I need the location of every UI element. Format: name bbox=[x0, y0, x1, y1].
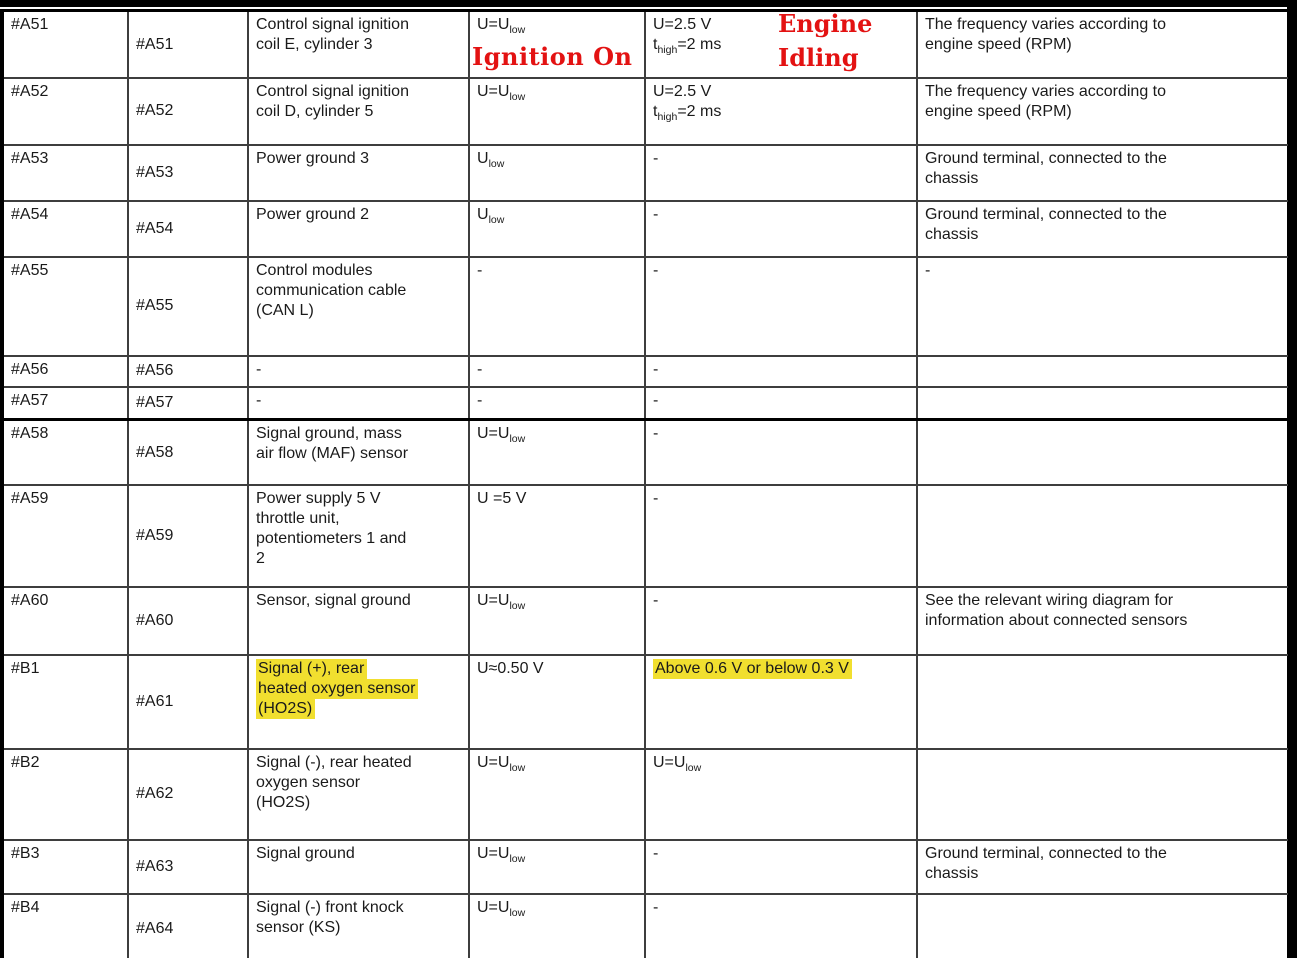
pin-b-cell: #A60 bbox=[2, 587, 128, 655]
pin-a-cell: #A64 bbox=[128, 894, 248, 958]
note-cell bbox=[917, 749, 1289, 840]
table-row-a52 bbox=[2, 78, 1289, 145]
description-cell: Power supply 5 V throttle unit, potentiometers 1 and 2 bbox=[248, 485, 469, 587]
ignition-on-cell: - bbox=[469, 257, 645, 356]
note-cell bbox=[917, 894, 1289, 958]
description-cell: Power ground 3 bbox=[248, 145, 469, 201]
engine-idling-cell: - bbox=[645, 840, 917, 894]
description-cell: Power ground 2 bbox=[248, 201, 469, 257]
pin-b-cell: #A54 bbox=[2, 201, 128, 257]
ignition-on-cell: $U_{low}$ bbox=[469, 201, 645, 257]
description-cell: Signal ground bbox=[248, 840, 469, 894]
table-row-a57 bbox=[2, 387, 1289, 420]
ignition-on-cell: $U=U_{low}$ bbox=[469, 894, 645, 958]
engine-idling-cell: $U=U_{low}$ bbox=[645, 749, 917, 840]
ignition-on-cell: U =5 V bbox=[469, 485, 645, 587]
annotation-engine-idling-line1: Engine bbox=[778, 9, 873, 38]
pin-b-cell: #A55 bbox=[2, 257, 128, 356]
pin-a-cell: #A57 bbox=[128, 387, 248, 420]
pin-signal-table bbox=[0, 9, 1291, 958]
highlighted-text: (HO2S) bbox=[256, 699, 315, 719]
table-row-b3 bbox=[2, 840, 1289, 894]
pin-b-cell: #B4 bbox=[2, 894, 128, 958]
description-cell: Control modules communication cable (CAN L) bbox=[248, 257, 469, 356]
ignition-on-cell: $U=U_{low}$ bbox=[469, 78, 645, 145]
pin-b-cell: #B1 bbox=[2, 655, 128, 749]
pin-a-cell: #A60 bbox=[128, 587, 248, 655]
pin-a-cell: #A56 bbox=[128, 356, 248, 387]
engine-idling-cell: - bbox=[645, 420, 917, 485]
engine-idling-cell: U=2.5 V $t_{high}=2$ ms bbox=[645, 11, 917, 78]
engine-idling-cell bbox=[645, 655, 917, 749]
pin-b-cell: #A57 bbox=[2, 387, 128, 420]
table-row-a59 bbox=[2, 485, 1289, 587]
ignition-on-cell: U≈0.50 V bbox=[469, 655, 645, 749]
ignition-on-cell: $U=U_{low}$ bbox=[469, 11, 645, 78]
engine-idling-cell: - bbox=[645, 485, 917, 587]
table-row-a58 bbox=[2, 420, 1289, 485]
pin-a-cell: #A52 bbox=[128, 78, 248, 145]
pin-b-cell: #A51 bbox=[2, 11, 128, 78]
ignition-on-cell: - bbox=[469, 387, 645, 420]
annotation-ignition-on: Ignition On bbox=[472, 42, 633, 71]
pin-a-cell: #A61 bbox=[128, 655, 248, 749]
table-row-a54 bbox=[2, 201, 1289, 257]
note-cell bbox=[917, 387, 1289, 420]
description-cell: Sensor, signal ground bbox=[248, 587, 469, 655]
pin-a-cell: #A53 bbox=[128, 145, 248, 201]
pin-a-cell: #A63 bbox=[128, 840, 248, 894]
note-cell bbox=[917, 655, 1289, 749]
engine-idling-cell: - bbox=[645, 387, 917, 420]
note-cell: The frequency varies according to engine speed (RPM) bbox=[917, 78, 1289, 145]
table-row-a56 bbox=[2, 356, 1289, 387]
note-cell: Ground terminal, connected to the chassis bbox=[917, 840, 1289, 894]
pin-a-cell: #A55 bbox=[128, 257, 248, 356]
pin-b-cell: #B3 bbox=[2, 840, 128, 894]
engine-idling-cell: U=2.5 V $t_{high}=2$ ms bbox=[645, 78, 917, 145]
engine-idling-cell: - bbox=[645, 894, 917, 958]
pin-b-cell: #A58 bbox=[2, 420, 128, 485]
annotation-engine-idling bbox=[778, 7, 872, 75]
pin-a-cell: #A51 bbox=[128, 11, 248, 78]
pin-b-cell: #B2 bbox=[2, 749, 128, 840]
ignition-on-cell: $U=U_{low}$ bbox=[469, 840, 645, 894]
description-cell: Control signal ignition coil D, cylinder 5 bbox=[248, 78, 469, 145]
pin-b-cell: #A52 bbox=[2, 78, 128, 145]
table-row-b4 bbox=[2, 894, 1289, 958]
description-cell: - bbox=[248, 356, 469, 387]
pin-b-cell: #A53 bbox=[2, 145, 128, 201]
pin-a-cell: #A54 bbox=[128, 201, 248, 257]
annotation-engine-idling-line2: Idling bbox=[778, 43, 859, 72]
table-row-b1 bbox=[2, 655, 1289, 749]
ignition-on-cell: $U=U_{low}$ bbox=[469, 420, 645, 485]
highlighted-text: Above 0.6 V or below 0.3 V bbox=[653, 659, 852, 679]
note-cell bbox=[917, 356, 1289, 387]
engine-idling-cell: - bbox=[645, 201, 917, 257]
table-row-a53 bbox=[2, 145, 1289, 201]
note-cell: The frequency varies according to engine speed (RPM) bbox=[917, 11, 1289, 78]
note-cell: Ground terminal, connected to the chassis bbox=[917, 145, 1289, 201]
pin-b-cell: #A56 bbox=[2, 356, 128, 387]
pin-a-cell: #A58 bbox=[128, 420, 248, 485]
engine-idling-cell: - bbox=[645, 257, 917, 356]
highlighted-text: Signal (+), rear bbox=[256, 659, 367, 679]
note-cell: - bbox=[917, 257, 1289, 356]
note-cell: See the relevant wiring diagram for information about connected sensors bbox=[917, 587, 1289, 655]
note-cell bbox=[917, 420, 1289, 485]
description-cell: Signal (-), rear heated oxygen sensor (HO2S) bbox=[248, 749, 469, 840]
description-cell: Signal ground, mass air flow (MAF) sensor bbox=[248, 420, 469, 485]
description-cell bbox=[248, 655, 469, 749]
pin-a-cell: #A59 bbox=[128, 485, 248, 587]
description-cell: Signal (-) front knock sensor (KS) bbox=[248, 894, 469, 958]
pin-b-cell: #A59 bbox=[2, 485, 128, 587]
ignition-on-cell: $U_{low}$ bbox=[469, 145, 645, 201]
ignition-on-cell: - bbox=[469, 356, 645, 387]
engine-idling-cell: - bbox=[645, 587, 917, 655]
pin-a-cell: #A62 bbox=[128, 749, 248, 840]
note-cell: Ground terminal, connected to the chassis bbox=[917, 201, 1289, 257]
table-row-b2 bbox=[2, 749, 1289, 840]
highlighted-text: heated oxygen sensor bbox=[256, 679, 418, 699]
table-row-a60 bbox=[2, 587, 1289, 655]
engine-idling-cell: - bbox=[645, 145, 917, 201]
engine-idling-cell: - bbox=[645, 356, 917, 387]
table-row-a51 bbox=[2, 11, 1289, 78]
table-row-a55 bbox=[2, 257, 1289, 356]
description-cell: - bbox=[248, 387, 469, 420]
note-cell bbox=[917, 485, 1289, 587]
ignition-on-cell: $U=U_{low}$ bbox=[469, 587, 645, 655]
description-cell: Control signal ignition coil E, cylinder 3 bbox=[248, 11, 469, 78]
ignition-on-cell: $U=U_{low}$ bbox=[469, 749, 645, 840]
top-black-border bbox=[0, 0, 1297, 7]
